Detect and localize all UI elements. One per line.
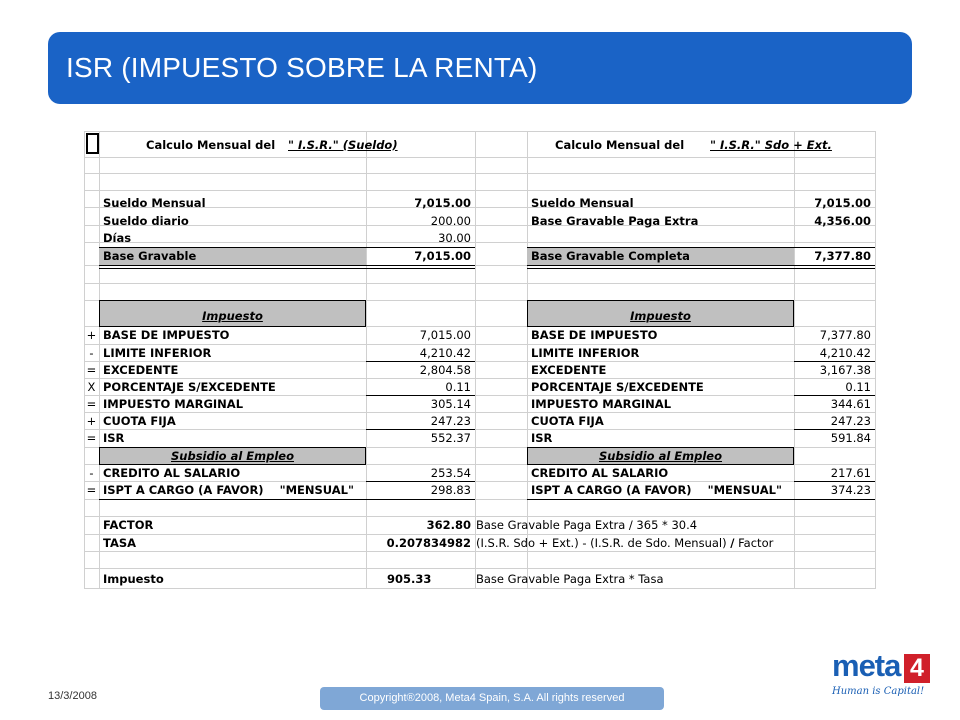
right-impuesto-header: Impuesto: [630, 309, 691, 323]
left-base-gravable-label: Base Gravable: [103, 249, 197, 263]
right-base-completa-label: Base Gravable Completa: [531, 249, 690, 263]
left-dias-value: 30.00: [438, 231, 471, 245]
left-sueldo-mensual-value: 7,015.00: [414, 196, 471, 210]
right-row-value: 247.23: [830, 414, 871, 428]
right-row-value: 591.84: [830, 431, 871, 445]
selected-cell[interactable]: [86, 133, 99, 154]
logo-mark: 4: [904, 654, 930, 683]
left-row-value: 2,804.58: [419, 363, 471, 377]
right-row-label: EXCEDENTE: [531, 363, 607, 377]
factor-value: 362.80: [426, 518, 471, 532]
right-sueldo-mensual-label: Sueldo Mensual: [531, 196, 634, 210]
factor-formula: Base Gravable Paga Extra / 365 * 30.4: [476, 518, 698, 532]
logo-tagline: Human is Capital!: [832, 686, 925, 697]
impuesto-value: 905.33: [387, 572, 432, 586]
left-sueldo-diario-label: Sueldo diario: [103, 214, 189, 228]
right-sueldo-mensual-value: 7,015.00: [814, 196, 871, 210]
right-row-label: ISR: [531, 431, 553, 445]
left-row-value: 247.23: [430, 414, 471, 428]
left-dias-label: Días: [103, 231, 132, 245]
left-credito-op: -: [89, 466, 94, 480]
right-row-label: BASE DE IMPUESTO: [531, 328, 658, 342]
left-row-op: +: [86, 414, 97, 428]
left-base-gravable-value: 7,015.00: [414, 249, 471, 263]
left-row-label: BASE DE IMPUESTO: [103, 328, 230, 342]
right-row-label: CUOTA FIJA: [531, 414, 604, 428]
left-header-prefix: Calculo Mensual del: [146, 138, 276, 152]
right-row-value: 7,377.80: [819, 328, 871, 342]
left-row-op: =: [86, 363, 97, 377]
right-header-prefix: Calculo Mensual del: [555, 138, 685, 152]
spreadsheet: [84, 131, 876, 589]
right-row-value: 3,167.38: [819, 363, 871, 377]
left-sueldo-diario-value: 200.00: [430, 214, 471, 228]
footer-date: 13/3/2008: [48, 690, 97, 702]
right-ispt-value: 374.23: [830, 483, 871, 497]
factor-label: FACTOR: [103, 518, 154, 532]
right-row-value: 344.61: [830, 397, 871, 411]
left-row-label: CUOTA FIJA: [103, 414, 176, 428]
right-base-paga-extra-label: Base Gravable Paga Extra: [531, 214, 699, 228]
left-row-value: 4,210.42: [419, 346, 471, 360]
left-subsidio-header: Subsidio al Empleo: [171, 449, 294, 463]
left-row-op: =: [86, 397, 97, 411]
right-row-label: PORCENTAJE S/EXCEDENTE: [531, 380, 704, 394]
meta4-logo: [832, 648, 936, 704]
left-row-label: ISR: [103, 431, 125, 445]
right-row-value: 4,210.42: [819, 346, 871, 360]
impuesto-label: Impuesto: [103, 572, 164, 586]
title-bar: [48, 32, 912, 104]
left-credito-label: CREDITO AL SALARIO: [103, 466, 241, 480]
tasa-formula: [476, 535, 773, 552]
left-impuesto-header: Impuesto: [202, 309, 263, 323]
right-credito-value: 217.61: [830, 466, 871, 480]
left-row-label: PORCENTAJE S/EXCEDENTE: [103, 380, 276, 394]
impuesto-formula: Base Gravable Paga Extra * Tasa: [476, 572, 664, 586]
left-row-value: 552.37: [430, 431, 471, 445]
tasa-value: 0.207834982: [386, 536, 471, 550]
left-row-op: =: [86, 431, 97, 445]
left-credito-value: 253.54: [430, 466, 471, 480]
left-sueldo-mensual-label: Sueldo Mensual: [103, 196, 206, 210]
right-header-term: " I.S.R." Sdo + Ext.: [710, 138, 832, 152]
left-row-value: 305.14: [430, 397, 471, 411]
right-ispt-label: ISPT A CARGO (A FAVOR) "MENSUAL": [531, 483, 782, 497]
left-row-op: X: [87, 380, 96, 394]
footer-copyright: Copyright®2008, Meta4 Spain, S.A. All rights reserved: [320, 687, 664, 710]
left-row-value: 7,015.00: [419, 328, 471, 342]
logo-wordmark: meta: [832, 648, 901, 683]
left-row-label: IMPUESTO MARGINAL: [103, 397, 244, 411]
left-ispt-op: =: [86, 483, 97, 497]
right-base-paga-extra-value: 4,356.00: [814, 214, 871, 228]
left-row-value: 0.11: [445, 380, 471, 394]
tasa-label: TASA: [103, 536, 137, 550]
left-row-op: +: [86, 328, 97, 342]
left-row-label: EXCEDENTE: [103, 363, 179, 377]
right-row-label: LIMITE INFERIOR: [531, 346, 640, 360]
right-base-completa-value: 7,377.80: [814, 249, 871, 263]
left-ispt-label: ISPT A CARGO (A FAVOR) "MENSUAL": [103, 483, 354, 497]
right-credito-label: CREDITO AL SALARIO: [531, 466, 669, 480]
slide-title: ISR (IMPUESTO SOBRE LA RENTA): [66, 52, 538, 83]
left-row-label: LIMITE INFERIOR: [103, 346, 212, 360]
right-row-value: 0.11: [845, 380, 871, 394]
left-header-term: " I.S.R." (Sueldo): [288, 138, 398, 152]
tasa-formula-op: /: [730, 536, 735, 550]
left-row-op: -: [89, 346, 94, 360]
left-ispt-value: 298.83: [430, 483, 471, 497]
right-subsidio-header: Subsidio al Empleo: [599, 449, 722, 463]
right-row-label: IMPUESTO MARGINAL: [531, 397, 672, 411]
tasa-formula-b: Factor: [738, 536, 774, 550]
tasa-formula-a: (I.S.R. Sdo + Ext.) - (I.S.R. de Sdo. Mensual): [476, 536, 727, 550]
